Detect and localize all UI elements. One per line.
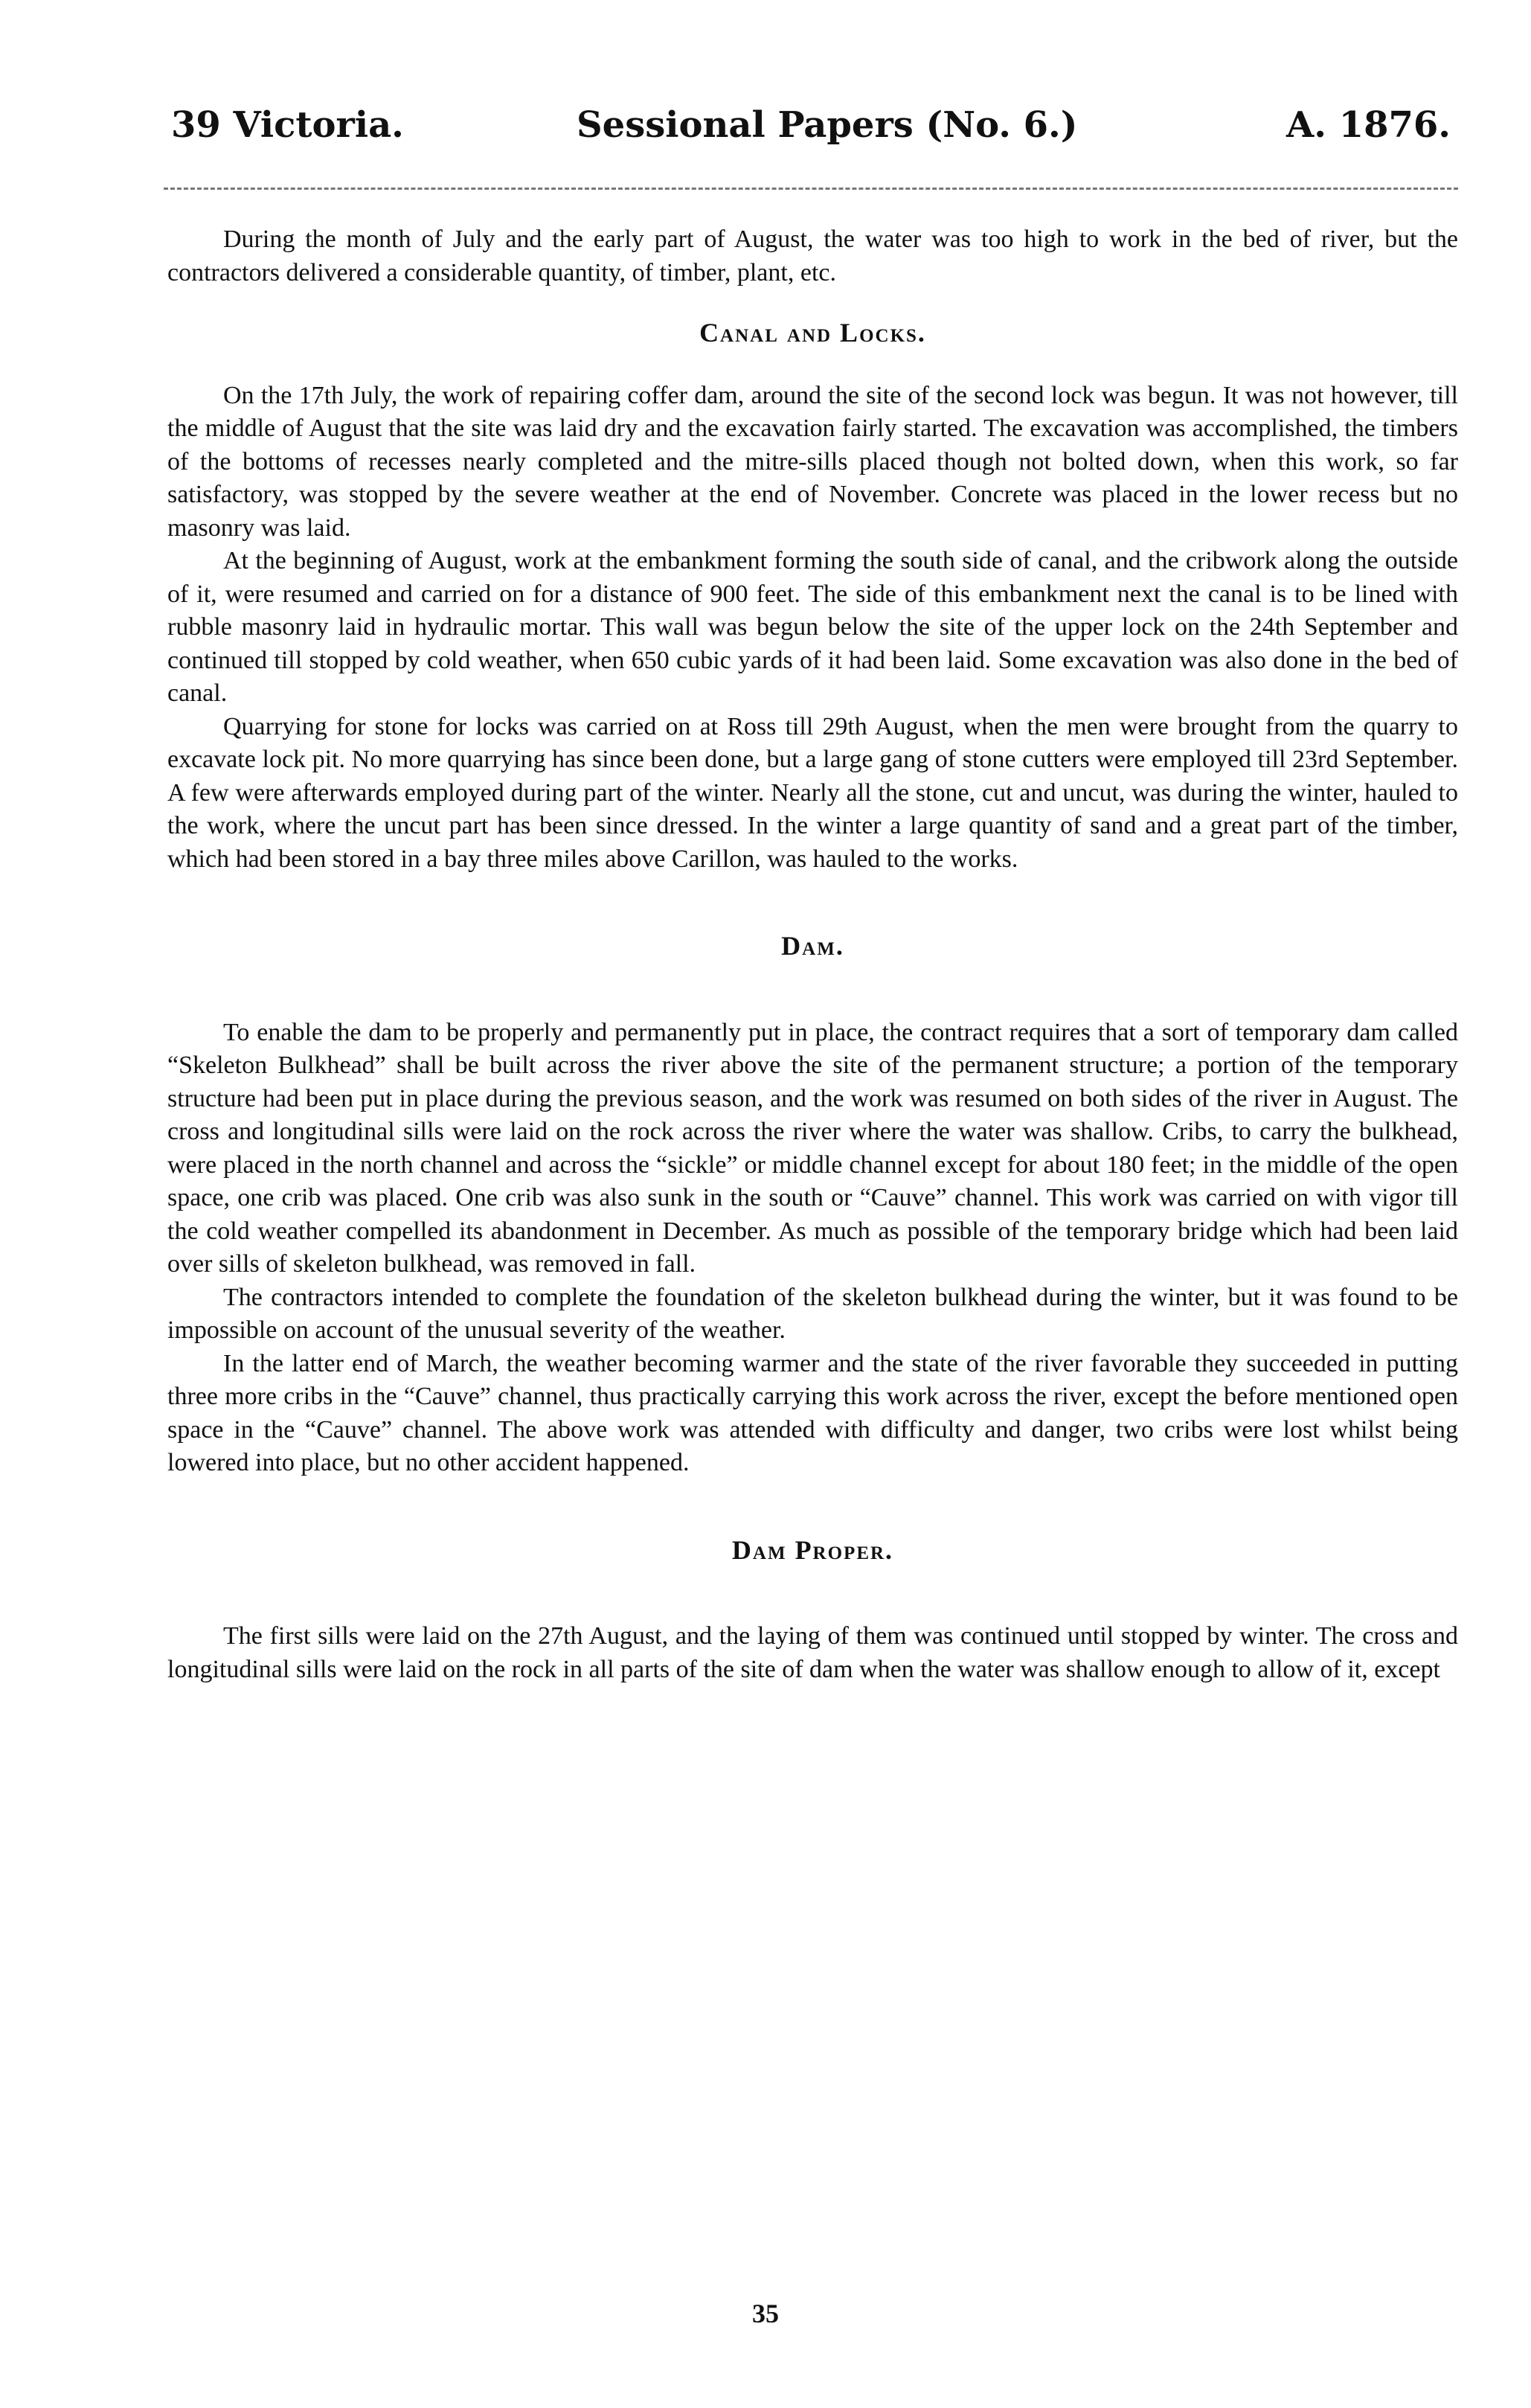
paragraph: On the 17th July, the work of repairing coffer dam, around the site of the second lock was begun. It was not however, till the middle of August that the site was laid dry and the excavation fairly started. The excavation was accomplished, the timbers of the bottoms of recesses nearly completed and the mitre-sills placed though not bolted down, when this work, so far satisfactory, was stopped by the severe weather at the end of November. Concrete was placed in the lower recess but no masonry was laid.	[167, 381, 1458, 542]
paragraph: At the beginning of August, work at the embankment forming the south side of canal, and the cribwork along the outside of it, were resumed and carried on for a distance of 900 feet. The side of this embankment next the canal is to be lined with rubble masonry laid in hydraulic mortar. This wall was begun below the site of the upper lock on the 24th September and continued till stopped by cold weather, when 650 cubic yards of it had been laid. Some excavation was also done in the bed of canal.	[167, 547, 1458, 707]
paragraph: Quarrying for stone for locks was carried on at Ross till 29th August, when the men were brought from the quarry to excavate lock pit. No more quarrying has since been done, but a large gang of stone cutters were employed till 23rd September. A few were afterwards employed during part of the winter. Nearly all the stone, cut and uncut, was during the winter, hauled to the work, where the uncut part has been since dressed. In the winter a large quantity of sand and a great part of the timber, which had been stored in a bay three miles above Carillon, was hauled to the works.	[167, 712, 1458, 873]
paragraph: To enable the dam to be properly and permanently put in place, the contract requires that a sort of temporary dam called “Skeleton Bulkhead” shall be built across the river above the site of the permanent structure; a portion of the temporary structure had been put in place during the previous season, and the work was resumed on both sides of the river in August. The cross and longitudinal sills were laid on the rock across the river where the water was shallow. Cribs, to carry the bulkhead, were placed in the north channel and across the “sickle” or middle channel except for about 180 feet; in the middle of the open space, one crib was placed. One crib was also sunk in the south or “Cauve” channel. This work was carried on with vigor till the cold weather compelled its abandonment in December. As much as possible of the temporary bridge which had been laid over sills of skeleton bulkhead, was removed in fall.	[167, 1018, 1458, 1278]
running-header	[171, 104, 1451, 164]
body-text	[167, 223, 1458, 1686]
paragraph: The first sills were laid on the 27th August, and the laying of them was continued until stopped by winter. The cross and longitudinal sills were laid on the rock in all parts of the site of dam when the water was shallow enough to allow of it, except	[167, 1622, 1458, 1683]
header-title: Sessional Papers (No. 6.)	[577, 104, 1078, 146]
section-heading-dam-proper: Dam Proper.	[731, 1534, 894, 1565]
section-heading-dam: Dam.	[781, 931, 844, 961]
header-rule	[164, 188, 1458, 190]
intro-paragraph: During the month of July and the early part of August, the water was too high to work in the bed of river, but the contractors delivered a considerable quantity, of timber, plant, etc.	[167, 225, 1458, 286]
paragraph: The contractors intended to complete the foundation of the skeleton bulkhead during the winter, but it was found to be impossible on account of the unusual severity of the weather.	[167, 1283, 1458, 1344]
header-volume: 39 Victoria.	[171, 104, 404, 146]
paragraph: In the latter end of March, the weather becoming warmer and the state of the river favorable they succeeded in putting three more cribs in the “Cauve” channel, thus practically carrying this work across the river, except the before mentioned open space in the “Cauve” channel. The above work was attended with difficulty and danger, two cribs were lost whilst being lowered into place, but no other accident happened.	[167, 1349, 1458, 1476]
header-year: A. 1876.	[1286, 104, 1451, 146]
page-number: 35	[752, 2299, 779, 2328]
section-heading-canal-and-locks: Canal and Locks.	[699, 318, 926, 348]
